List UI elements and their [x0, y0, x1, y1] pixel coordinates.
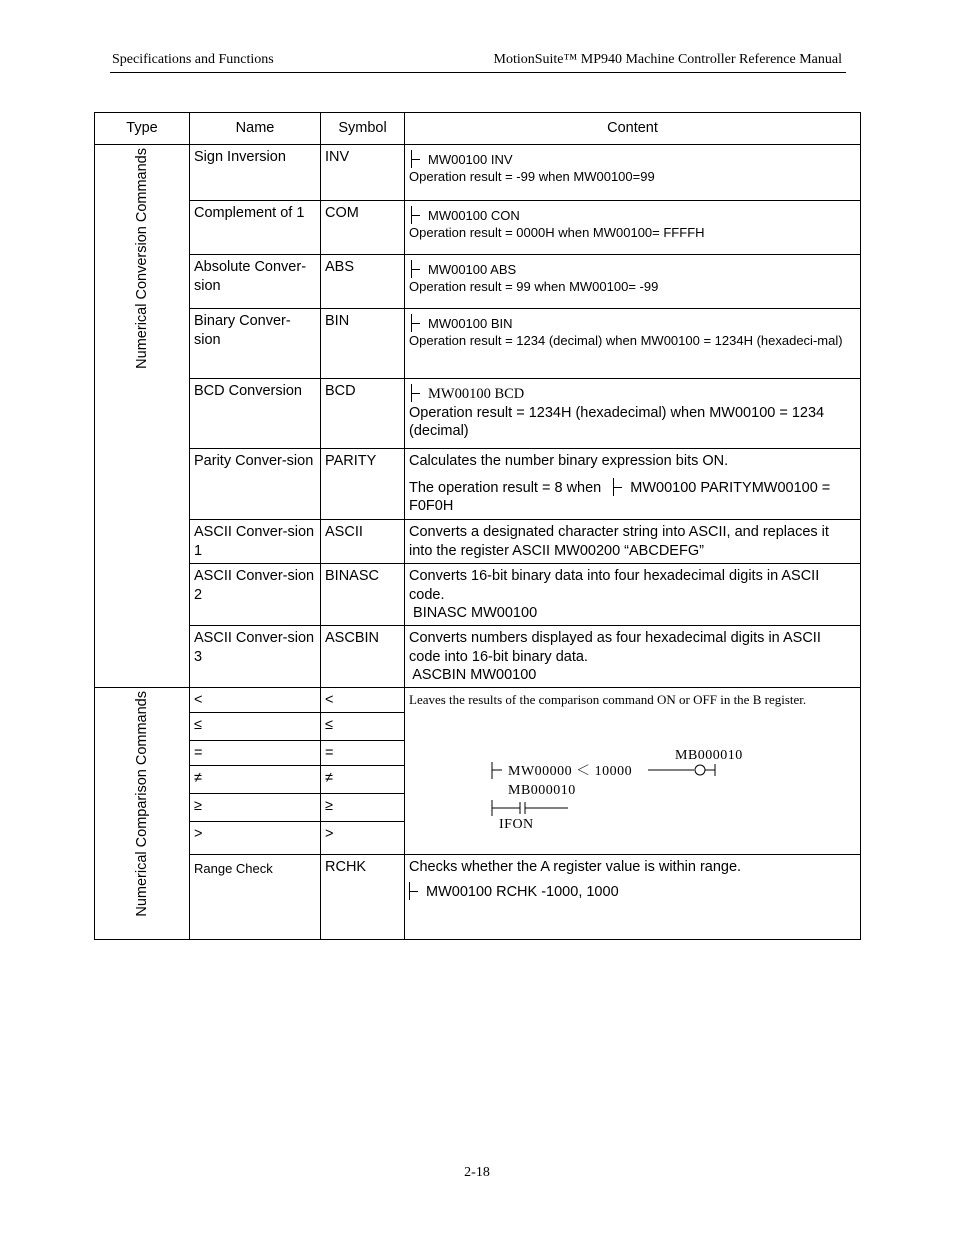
row-description: Operation result = 99 when MW00100= -99 — [409, 279, 659, 294]
ladder-example: MW00100 BCD — [428, 386, 525, 402]
row-name: Absolute Conver-sion — [190, 255, 321, 309]
ladder-contact-icon — [411, 384, 423, 402]
row-description: Converts numbers displayed as four hexadecimal digits in ASCII code into 16-bit binary data. — [409, 630, 821, 665]
ladder-contact-icon — [411, 314, 423, 332]
ladder-contact-icon — [409, 882, 421, 900]
row-name: ≥ — [190, 794, 321, 822]
type-cell-conversion — [95, 145, 190, 688]
row-example: ASCBIN MW00100 — [409, 667, 537, 683]
row-example-suffix: MW00100 PARITYMW00100 = F0F0H — [409, 479, 831, 514]
header-symbol: Symbol — [321, 113, 405, 145]
row-content: Converts a designated character string into ASCII, and replaces it into the register ASCII MW00200 “ABCDEFG” — [405, 520, 861, 564]
row-symbol: RCHK — [321, 855, 405, 940]
row-symbol: ASCBIN — [321, 626, 405, 688]
ladder-diagram — [405, 688, 860, 854]
row-example: BINASC MW00100 — [409, 605, 538, 621]
coil-icon — [695, 765, 705, 775]
ladder-contact-icon — [411, 260, 423, 278]
row-content — [405, 201, 861, 255]
row-symbol: = — [321, 741, 405, 766]
table-row — [95, 688, 861, 713]
table-header-row — [95, 113, 861, 145]
table-row — [95, 201, 861, 255]
row-symbol: BCD — [321, 379, 405, 449]
row-symbol: BIN — [321, 309, 405, 379]
header-content: Content — [405, 113, 861, 145]
row-symbol: < — [321, 688, 405, 713]
row-name: ASCII Conver-sion 1 — [190, 520, 321, 564]
table-row — [95, 520, 861, 564]
header-name: Name — [190, 113, 321, 145]
ladder-contact-icon — [613, 478, 625, 496]
row-name: ASCII Conver-sion 3 — [190, 626, 321, 688]
row-name: Range Check — [190, 855, 321, 940]
row-description: Converts 16-bit binary data into four hexadecimal digits in ASCII code. — [409, 568, 820, 603]
row-name: Sign Inversion — [190, 145, 321, 201]
row-content — [405, 855, 861, 940]
row-symbol: > — [321, 822, 405, 855]
row-content — [405, 564, 861, 626]
row-symbol: INV — [321, 145, 405, 201]
row-symbol: ≥ — [321, 794, 405, 822]
table-row — [95, 309, 861, 379]
ladder-contact-icon — [411, 206, 423, 224]
running-header-right: MotionSuite™ MP940 Machine Controller Reference Manual — [493, 52, 842, 67]
type-cell-comparison — [95, 688, 190, 940]
row-symbol: ABS — [321, 255, 405, 309]
row-description: Operation result = 1234H (hexadecimal) when MW00100 = 1234 (decimal) — [409, 404, 825, 439]
row-description: Checks whether the A register value is within range. — [409, 859, 742, 875]
ifon-label: IFON — [499, 817, 534, 832]
type-label-comparison: Numerical Comparison Commands — [133, 691, 150, 917]
row-content — [405, 145, 861, 201]
header-rule — [110, 72, 846, 73]
ladder-example: MW00100 BIN — [428, 316, 513, 331]
type-label-conversion: Numerical Conversion Commands — [133, 148, 150, 369]
contact-label: MB000010 — [508, 783, 576, 798]
row-name: Complement of 1 — [190, 201, 321, 255]
ladder-example: MW00100 CON — [428, 208, 520, 223]
row-content — [405, 255, 861, 309]
row-symbol: PARITY — [321, 449, 405, 520]
row-content — [405, 309, 861, 379]
ladder-example: MW00100 RCHK -1000, 1000 — [426, 883, 619, 900]
row-name: > — [190, 822, 321, 855]
row-name: = — [190, 741, 321, 766]
row-description: Operation result = 1234 (decimal) when MW00100 = 1234H (hexadeci-mal) — [409, 333, 843, 348]
table-row — [95, 145, 861, 201]
row-name: Binary Conver-sion — [190, 309, 321, 379]
row-name: ≤ — [190, 713, 321, 741]
row-content — [405, 379, 861, 449]
row-name: ASCII Conver-sion 2 — [190, 564, 321, 626]
row-content — [405, 626, 861, 688]
comparison-content — [405, 688, 861, 855]
ladder-contact-icon — [411, 150, 423, 168]
instruction-table — [94, 112, 861, 940]
table-row — [95, 626, 861, 688]
row-description: Calculates the number binary expression bits ON. — [409, 453, 729, 469]
table-row — [95, 379, 861, 449]
row-name: ≠ — [190, 766, 321, 794]
row-example-prefix: The operation result = 8 when — [409, 479, 602, 496]
row-symbol: COM — [321, 201, 405, 255]
row-symbol: BINASC — [321, 564, 405, 626]
running-header-left: Specifications and Functions — [112, 52, 274, 67]
row-symbol: ≠ — [321, 766, 405, 794]
row-symbol: ≤ — [321, 713, 405, 741]
compare-expression: MW00000 ＜ 10000 — [508, 764, 633, 779]
row-description: Operation result = 0000H when MW00100= FFFFH — [409, 225, 705, 240]
table-row — [95, 255, 861, 309]
row-name: BCD Conversion — [190, 379, 321, 449]
row-symbol: ASCII — [321, 520, 405, 564]
ladder-example: MW00100 INV — [428, 152, 513, 167]
row-name: < — [190, 688, 321, 713]
coil-label: MB000010 — [675, 748, 743, 763]
row-name: Parity Conver-sion — [190, 449, 321, 520]
header-type: Type — [95, 113, 190, 145]
table-row — [95, 449, 861, 520]
row-content — [405, 449, 861, 520]
table-row — [95, 564, 861, 626]
row-description: Operation result = -99 when MW00100=99 — [409, 169, 655, 184]
ladder-example: MW00100 ABS — [428, 262, 517, 277]
table-row — [95, 855, 861, 940]
page-number: 2-18 — [464, 1165, 490, 1180]
comparison-description: Leaves the results of the comparison command ON or OFF in the B register. — [409, 692, 807, 707]
